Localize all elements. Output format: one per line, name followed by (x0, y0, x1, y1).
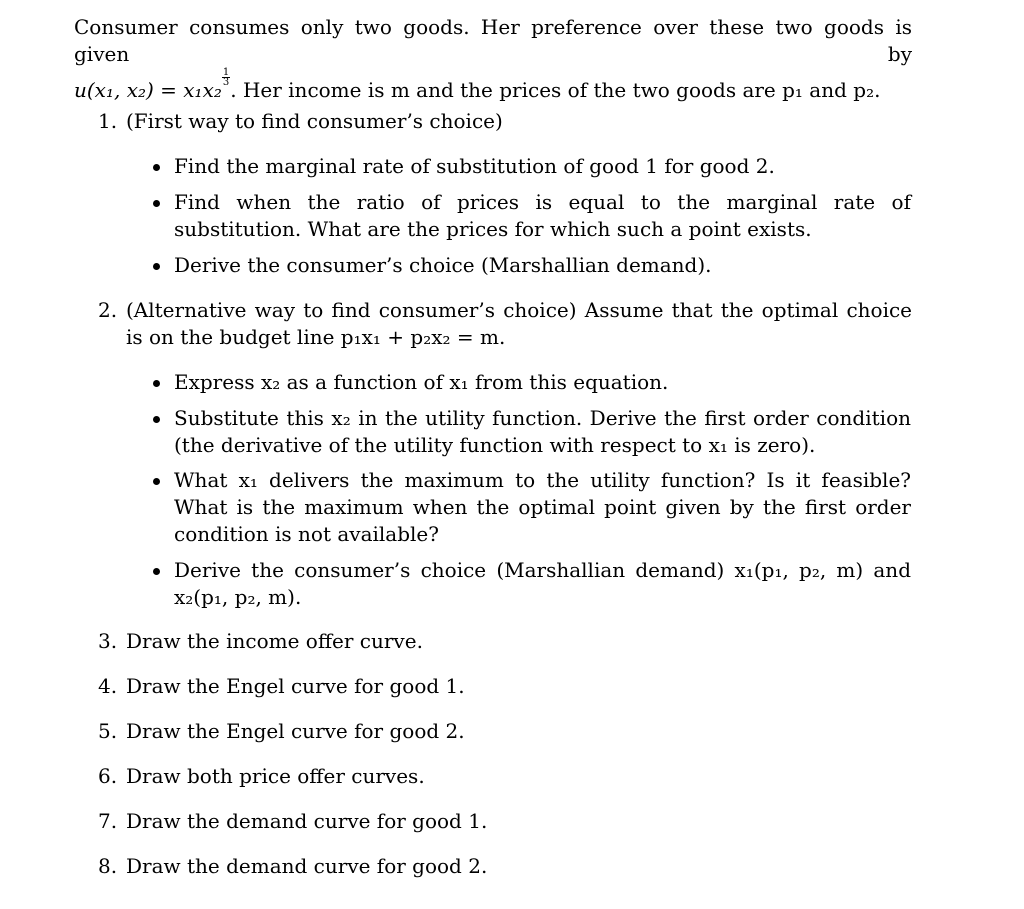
intro-line-1: Consumer consumes only two goods. Her preference over these two goods is given by (74, 15, 912, 66)
bullet-text: What x₁ delivers the maximum to the utility function? Is it feasible? What is the maximum when the optimal point given by the first order condition is not available? (174, 468, 911, 546)
intro-paragraph (74, 14, 912, 104)
bullet-text: Find the marginal rate of substitution of good 1 for good 2. (174, 154, 775, 178)
bullet-text: Substitute this x₂ in the utility function. Derive the first order condition (the derivative of the utility function with respect to x₁ is zero). (174, 406, 911, 457)
exponent-numerator: 1 (222, 67, 230, 78)
item-text: Draw both price offer curves. (126, 764, 425, 788)
item-text: Draw the income offer curve. (126, 629, 423, 653)
intro-line-2 (74, 68, 912, 104)
bullet-icon (153, 200, 160, 207)
bullet-icon (153, 478, 160, 485)
bullet-icon (153, 568, 160, 575)
utility-exponent (222, 68, 230, 87)
bullet-text: Find when the ratio of prices is equal to the marginal rate of substitution. What are the prices for which such a point exists. (174, 190, 911, 241)
item-number: 2. (98, 298, 118, 322)
exponent-denominator: 3 (222, 77, 230, 88)
intro-line-2-rest: . Her income is m and the prices of the two goods are p₁ and p₂. (230, 78, 881, 102)
bullet-text: Express x₂ as a function of x₁ from this equation. (174, 370, 669, 394)
bullet-icon (153, 164, 160, 171)
item-text: Draw the Engel curve for good 1. (126, 674, 465, 698)
item-number: 8. (98, 854, 118, 878)
item-number: 7. (98, 809, 118, 833)
bullet-text: Derive the consumer’s choice (Marshallian demand). (174, 253, 712, 277)
item-text: Draw the demand curve for good 2. (126, 854, 488, 878)
bullet-text: Derive the consumer’s choice (Marshallian demand) x₁(p₁, p₂, m) and x₂(p₁, p₂, m). (174, 558, 911, 609)
bullet-icon (153, 416, 160, 423)
item-text: (First way to find consumer’s choice) (126, 109, 503, 133)
item-number: 3. (98, 629, 118, 653)
item-number: 6. (98, 764, 118, 788)
item-text: Draw the demand curve for good 1. (126, 809, 488, 833)
bullet-icon (153, 380, 160, 387)
utility-function: u(x₁, x₂) = x₁x₂ (74, 78, 222, 102)
item-number: 1. (98, 109, 118, 133)
item-text: Draw the Engel curve for good 2. (126, 719, 465, 743)
item-number: 5. (98, 719, 118, 743)
bullet-icon (153, 263, 160, 270)
item-number: 4. (98, 674, 118, 698)
item-text: (Alternative way to find consumer’s choice) Assume that the optimal choice is on the budget line p₁x₁ + p₂x₂ = m. (126, 298, 912, 349)
